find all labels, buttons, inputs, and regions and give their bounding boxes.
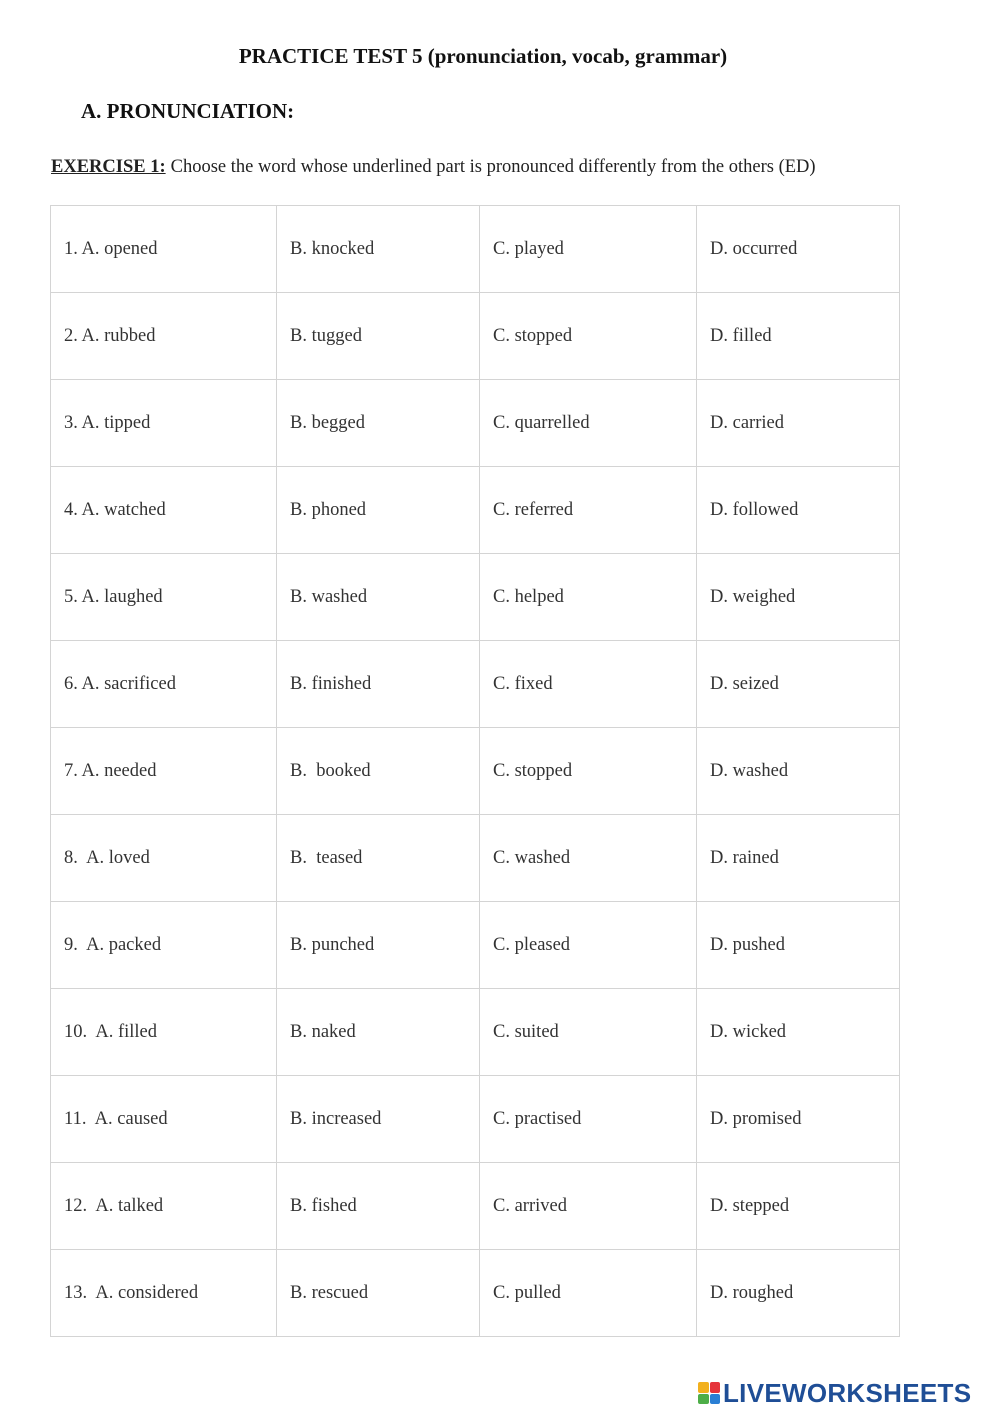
question-row [51,380,900,467]
exercise-text: Choose the word whose underlined part is pronounced differently from the others (ED) [170,157,816,177]
option-c[interactable]: C. fixed [480,641,697,728]
option-b[interactable]: B. phoned [277,467,480,554]
option-c[interactable]: C. practised [480,1076,697,1163]
option-a[interactable]: 11. A. caused [51,1076,277,1163]
options-table [50,205,900,1337]
option-c[interactable]: C. stopped [480,728,697,815]
question-row [51,902,900,989]
option-c[interactable]: C. pleased [480,902,697,989]
option-a[interactable]: 4. A. watched [51,467,277,554]
option-d[interactable]: D. weighed [697,554,900,641]
option-a[interactable]: 13. A. considered [51,1250,277,1337]
option-b[interactable]: B. naked [277,989,480,1076]
option-b[interactable]: B. rescued [277,1250,480,1337]
option-b[interactable]: B. teased [277,815,480,902]
option-c[interactable]: C. helped [480,554,697,641]
option-b[interactable]: B. booked [277,728,480,815]
option-c[interactable]: C. quarrelled [480,380,697,467]
option-a[interactable]: 9. A. packed [51,902,277,989]
option-a[interactable]: 6. A. sacrificed [51,641,277,728]
option-d[interactable]: D. pushed [697,902,900,989]
exercise-label: EXERCISE 1: [51,157,166,177]
logo-square-4 [710,1394,721,1405]
page-title: PRACTICE TEST 5 (pronunciation, vocab, grammar) [238,44,728,68]
option-b[interactable]: B. knocked [277,206,480,293]
question-row [51,1163,900,1250]
option-d[interactable]: D. seized [697,641,900,728]
question-row [51,989,900,1076]
option-a[interactable]: 8. A. loved [51,815,277,902]
option-b[interactable]: B. washed [277,554,480,641]
option-d[interactable]: D. roughed [697,1250,900,1337]
question-row [51,728,900,815]
logo-square-2 [710,1382,721,1393]
question-row [51,1250,900,1337]
option-c[interactable]: C. arrived [480,1163,697,1250]
option-b[interactable]: B. fished [277,1163,480,1250]
liveworksheets-logo-icon [698,1382,720,1404]
liveworksheets-logo-text: LIVEWORKSHEETS [723,1377,972,1408]
option-d[interactable]: D. washed [697,728,900,815]
question-row [51,206,900,293]
option-c[interactable]: C. referred [480,467,697,554]
question-row [51,1076,900,1163]
option-d[interactable]: D. stepped [697,1163,900,1250]
question-row [51,554,900,641]
option-b[interactable]: B. finished [277,641,480,728]
option-d[interactable]: D. filled [697,293,900,380]
option-c[interactable]: C. suited [480,989,697,1076]
option-d[interactable]: D. carried [697,380,900,467]
option-a[interactable]: 7. A. needed [51,728,277,815]
option-b[interactable]: B. begged [277,380,480,467]
option-a[interactable]: 5. A. laughed [51,554,277,641]
question-row [51,815,900,902]
option-d[interactable]: D. followed [697,467,900,554]
section-heading: A. PRONUNCIATION: [81,99,295,123]
liveworksheets-logo [698,1378,971,1408]
option-a[interactable]: 10. A. filled [51,989,277,1076]
logo-square-3 [698,1394,709,1405]
question-row [51,467,900,554]
question-row [51,293,900,380]
option-c[interactable]: C. stopped [480,293,697,380]
option-a[interactable]: 3. A. tipped [51,380,277,467]
option-c[interactable]: C. pulled [480,1250,697,1337]
option-d[interactable]: D. rained [697,815,900,902]
option-b[interactable]: B. punched [277,902,480,989]
option-a[interactable]: 1. A. opened [51,206,277,293]
option-d[interactable]: D. wicked [697,989,900,1076]
exercise-instruction [51,157,816,178]
option-b[interactable]: B. increased [277,1076,480,1163]
option-a[interactable]: 12. A. talked [51,1163,277,1250]
option-c[interactable]: C. washed [480,815,697,902]
option-b[interactable]: B. tugged [277,293,480,380]
question-row [51,641,900,728]
option-c[interactable]: C. played [480,206,697,293]
option-a[interactable]: 2. A. rubbed [51,293,277,380]
logo-square-1 [698,1382,709,1393]
option-d[interactable]: D. occurred [697,206,900,293]
option-d[interactable]: D. promised [697,1076,900,1163]
